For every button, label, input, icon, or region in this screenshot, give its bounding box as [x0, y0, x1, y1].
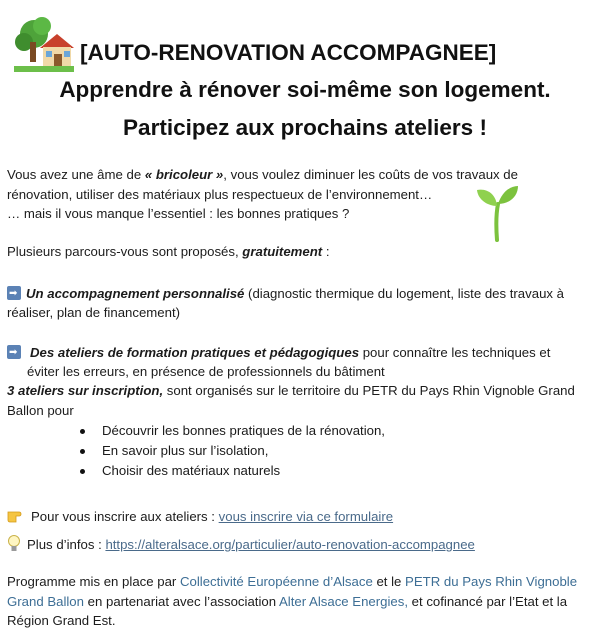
item-ateliers-title: Des ateliers de formation pratiques et pédagogiques [30, 345, 360, 360]
ateliers-count: 3 ateliers sur inscription, [7, 383, 164, 398]
house-with-garden-icon [14, 16, 74, 74]
gratuitement-emphasis: gratuitement [242, 244, 323, 259]
page-subtitle: Apprendre à rénover soi-même son logement. [59, 77, 551, 102]
alter-alsace-link[interactable]: Alter Alsace Energies, [278, 594, 408, 609]
list-item-text: Choisir des matériaux naturels [102, 463, 281, 478]
right-arrow-icon [7, 286, 21, 300]
intro-line-3: … mais il vous manque l’essentiel : les bonnes pratiques ? [7, 206, 350, 221]
ateliers-inscription-line [7, 382, 575, 400]
inscription-line [7, 508, 393, 526]
item-ateliers [7, 344, 550, 362]
infos-url-link[interactable]: https://alteralsace.org/particulier/auto-renovation-accompagnee [105, 537, 475, 552]
bricoleur-emphasis: « bricoleur » [144, 167, 224, 182]
bullet-icon [80, 449, 85, 454]
item-accompagnement [7, 285, 564, 303]
item-ateliers-text: pour connaître les techniques et [359, 345, 551, 360]
parcours-text: Plusieurs parcours-vous sont proposés, [7, 244, 243, 259]
inscription-form-link[interactable]: vous inscrire via ce formulaire [218, 509, 394, 524]
light-bulb-icon [7, 535, 21, 553]
petr-link[interactable]: PETR du Pays Rhin Vignoble [405, 574, 578, 589]
list-item-text: Découvrir les bonnes pratiques de la rénovation, [102, 423, 385, 438]
programme-line-2 [7, 593, 567, 611]
programme-text: et le [372, 574, 406, 589]
item-accompagnement-line-2: réaliser, plan de financement) [7, 305, 181, 320]
infos-line [7, 535, 475, 554]
intro-text: Vous avez une âme de [7, 167, 145, 182]
item-accompagnement-text: (diagnostic thermique du logement, liste des travaux à [244, 286, 564, 301]
parcours-colon: : [322, 244, 330, 259]
programme-line-3: Région Grand Est. [7, 613, 116, 628]
pointing-hand-icon [7, 508, 27, 524]
list-item [80, 463, 280, 478]
page-call-to-action: Participez aux prochains ateliers ! [123, 115, 487, 140]
list-item [80, 443, 268, 458]
item-accompagnement-title: Un accompagnement personnalisé [26, 286, 245, 301]
intro-text: , vous voulez diminuer les coûts de vos travaux de [223, 167, 518, 182]
page-title: [AUTO-RENOVATION ACCOMPAGNEE] [80, 40, 497, 65]
infos-label: Plus d’infos : [27, 537, 106, 552]
programme-text: en partenariat avec l’association [83, 594, 279, 609]
bullet-icon [80, 469, 85, 474]
ateliers-text: sont organisés sur le territoire du PETR du Pays Rhin Vignoble Grand [163, 383, 575, 398]
parcours-line [7, 243, 330, 261]
programme-line-1 [7, 573, 577, 591]
cea-link[interactable]: Collectivité Européenne d’Alsace [179, 574, 373, 589]
intro-line-1 [7, 166, 518, 184]
programme-text: Programme mis en place par [7, 574, 180, 589]
petr-link-continued[interactable]: Grand Ballon [7, 594, 84, 609]
intro-line-2: rénovation, utiliser des matériaux plus respectueux de l’environnement… [7, 187, 433, 202]
item-ateliers-line-2: éviter les erreurs, en présence de professionnels du bâtiment [27, 364, 385, 379]
bullet-icon [80, 429, 85, 434]
ateliers-line-2: Ballon pour [7, 403, 74, 418]
right-arrow-icon [7, 345, 21, 359]
list-item-text: En savoir plus sur l’isolation, [102, 443, 269, 458]
programme-text: et cofinancé par l’Etat et la [408, 594, 568, 609]
list-item [80, 423, 385, 438]
seedling-icon [474, 182, 520, 242]
inscription-label: Pour vous inscrire aux ateliers : [31, 509, 219, 524]
